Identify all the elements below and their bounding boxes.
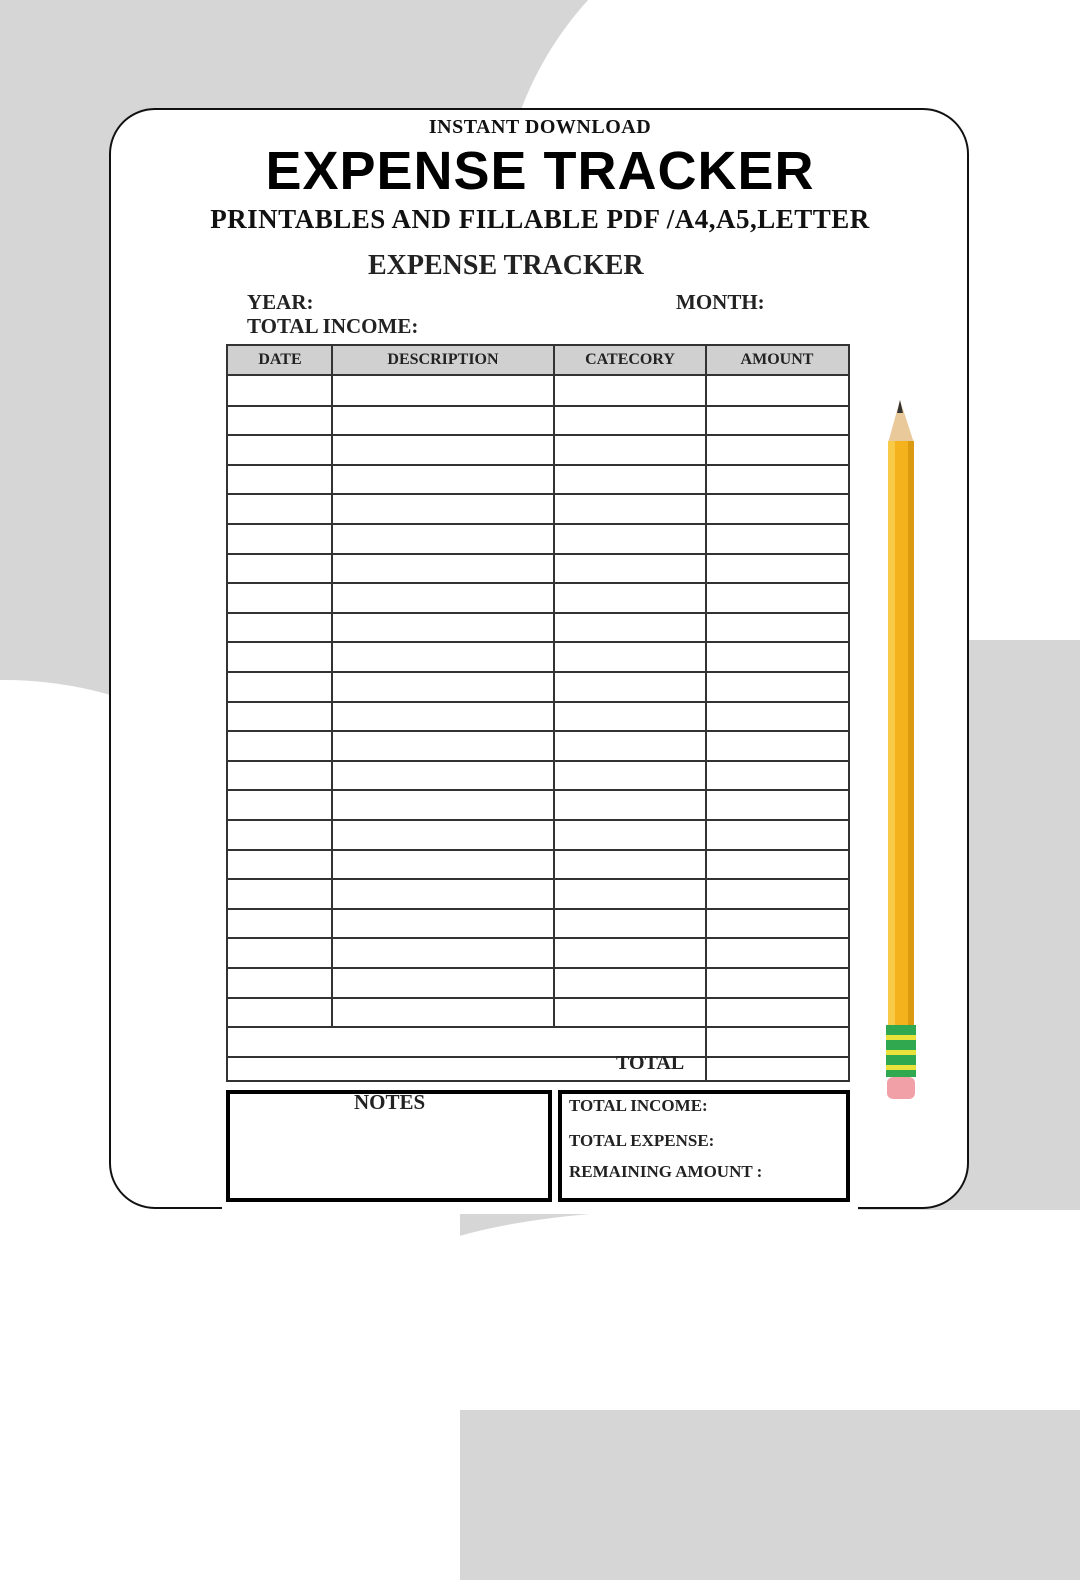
table-row-line: [228, 997, 848, 999]
pencil-highlight: [888, 441, 895, 1027]
table-row-line: [228, 1026, 848, 1028]
ferrule-band-2: [886, 1050, 916, 1055]
year-label: YEAR:: [247, 290, 314, 314]
table-row-line: [228, 405, 848, 407]
instant-download-label: INSTANT DOWNLOAD: [428, 116, 652, 138]
column-header-amount: AMOUNT: [706, 346, 848, 376]
table-row-line: [228, 434, 848, 436]
card-bottom-overlap: [222, 1204, 858, 1214]
table-row-line: [228, 1056, 848, 1058]
total-label: TOTAL: [616, 1052, 685, 1074]
table-row-line: [228, 849, 848, 851]
summary-total-expense: TOTAL EXPENSE:: [569, 1131, 715, 1150]
table-row-line: [228, 464, 848, 466]
summary-remaining-amount: REMAINING AMOUNT :: [569, 1162, 763, 1181]
table-row-line: [228, 523, 848, 525]
table-row-line: [228, 967, 848, 969]
background-shape-bottom: [380, 1210, 1080, 1410]
table-row-line: [228, 553, 848, 555]
pencil-shade: [908, 441, 914, 1027]
table-column-line: [331, 346, 333, 1026]
ferrule-band-1: [886, 1035, 916, 1040]
total-income-label: TOTAL INCOME:: [247, 314, 419, 338]
table-row-line: [228, 641, 848, 643]
table-row-line: [228, 908, 848, 910]
table-row-line: [228, 701, 848, 703]
column-header-category: CATECORY: [554, 346, 706, 376]
month-label: MONTH:: [676, 290, 765, 314]
main-title: EXPENSE TRACKER: [265, 141, 815, 201]
table-row-line: [228, 937, 848, 939]
sheet-title: EXPENSE TRACKER: [368, 250, 644, 281]
table-column-line: [553, 346, 555, 1026]
table-row-line: [228, 819, 848, 821]
table-row-line: [228, 493, 848, 495]
expense-table: [226, 344, 850, 1082]
pencil-eraser: [887, 1077, 915, 1099]
summary-total-income: TOTAL INCOME:: [569, 1096, 708, 1115]
table-row-line: [228, 878, 848, 880]
table-column-line: [705, 346, 707, 1080]
subtitle: PRINTABLES AND FILLABLE PDF /A4,A5,LETTER: [210, 204, 870, 234]
table-row-line: [228, 730, 848, 732]
column-header-description: DESCRIPTION: [332, 346, 554, 376]
table-row-line: [228, 671, 848, 673]
table-row-line: [228, 612, 848, 614]
table-row-line: [228, 789, 848, 791]
column-header-date: DATE: [228, 346, 332, 376]
table-row-line: [228, 582, 848, 584]
pencil-image: [880, 395, 924, 1107]
ferrule-band-3: [886, 1065, 916, 1070]
notes-label: NOTES: [354, 1090, 426, 1114]
table-row-line: [228, 760, 848, 762]
